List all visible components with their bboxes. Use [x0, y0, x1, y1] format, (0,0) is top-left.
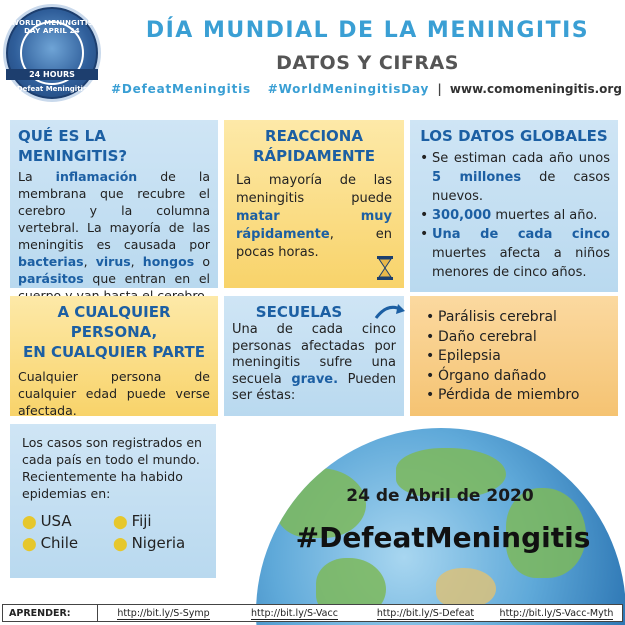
panel-cualquier-title-2: EN CUALQUIER PARTE: [22, 343, 206, 361]
footer-link-defeat[interactable]: http://bit.ly/S-Defeat: [376, 607, 475, 619]
hashtag-world-day: #WorldMeningitisDay: [267, 82, 430, 96]
panel-secuelas: [224, 296, 404, 416]
panel-datos-title: LOS DATOS GLOBALES: [420, 127, 608, 145]
globe-land: [436, 568, 496, 608]
panel-reacciona-title-1: REACCIONA: [265, 127, 363, 145]
hashtag-defeat: #DefeatMeningitis: [111, 82, 251, 96]
website-link[interactable]: www.comomeningitis.org: [449, 82, 622, 96]
country-item: ⬤ Chile: [22, 534, 79, 552]
panel-cualquier-title-1: A CUALQUIER PERSONA,: [57, 303, 171, 341]
panel-cualquier-text: Cualquier persona de cualquier edad puede verse afectada.: [18, 369, 210, 418]
country-item: ⬤ USA: [22, 512, 72, 530]
tagline-separator: |: [437, 82, 442, 96]
secuela-item: • Daño cerebral: [424, 328, 604, 348]
curved-arrow-icon: [374, 300, 408, 322]
panel-casos-text: Los casos son registrados en cada país en todo el mundo. Recientemente ha habido epidemias en:: [22, 435, 202, 501]
panel-reacciona: [224, 120, 404, 288]
panel-secuelas-title: SECUELAS: [255, 303, 343, 321]
panel-secuelas-lista: [410, 296, 618, 416]
footer-link-vaccines[interactable]: http://bit.ly/S-Vacc: [251, 607, 338, 619]
location-pin-icon: ⬤: [113, 515, 128, 530]
event-hashtag: #DefeatMeningitis: [295, 521, 591, 554]
datos-item: • Se estiman cada año unos 5 millones de casos nuevos.: [418, 149, 610, 206]
datos-item: • Una de cada cinco muertes afecta a niños menores de cinco años.: [418, 225, 610, 282]
location-pin-icon: ⬤: [22, 515, 37, 530]
datos-item: • 300,000 muertes al año.: [418, 206, 610, 225]
country-item: ⬤ Fiji: [113, 512, 152, 530]
location-pin-icon: ⬤: [22, 537, 37, 552]
panel-cualquier: [10, 296, 218, 416]
tagline: [108, 82, 625, 96]
country-item: ⬤ Nigeria: [113, 534, 186, 552]
panel-casos: [10, 424, 216, 578]
panel-que-es: [10, 120, 218, 288]
footer-links-bar: [2, 604, 623, 622]
secuela-item: • Parálisis cerebral: [424, 308, 604, 328]
panel-que-es-text: La inflamación de la membrana que recubre el cerebro y la columna vertebral. La mayoría de las meningitis es causada por bacterias, virus, hongos o parásitos que entran en el: [18, 169, 210, 286]
panel-que-es-title: QUÉ ES LA MENINGITIS?: [18, 127, 128, 165]
secuelas-list: [424, 308, 604, 406]
page-subtitle: DATOS Y CIFRAS: [276, 52, 459, 74]
secuela-item: • Órgano dañado: [424, 367, 604, 387]
logo-middle-text: 24 HOURS: [6, 69, 98, 80]
footer-label: APRENDER:: [3, 605, 98, 621]
logo-top-text: WORLD MENINGITIS DAY APRIL 24: [11, 19, 93, 35]
location-pin-icon: ⬤: [113, 537, 128, 552]
footer-link-vaccine-myths[interactable]: http://bit.ly/S-Vacc-Myth: [499, 607, 614, 619]
page-title: DÍA MUNDIAL DE LA MENINGITIS: [145, 18, 590, 43]
logo-bottom-text: Defeat Meningitis: [16, 85, 88, 93]
world-meningitis-day-logo: [3, 4, 101, 102]
event-date: 24 de Abril de 2020: [346, 486, 534, 506]
datos-list: [418, 149, 610, 282]
secuela-item: • Pérdida de miembro: [424, 386, 604, 406]
hourglass-icon: [376, 256, 394, 280]
secuela-item: • Epilepsia: [424, 347, 604, 367]
panel-datos-globales: [410, 120, 618, 292]
panel-secuelas-text: Una de cada cinco personas afectadas por meningitis sufre una secuela grave. Pueden ser éstas:: [232, 322, 396, 403]
panel-reacciona-text: La mayoría de las meningitis puede matar muy rápidamente, en pocas horas.: [236, 173, 392, 260]
countries-grid: [22, 512, 204, 552]
footer-link-symptoms[interactable]: http://bit.ly/S-Symp: [117, 607, 210, 619]
panel-reacciona-title-2: RÁPIDAMENTE: [253, 147, 375, 165]
